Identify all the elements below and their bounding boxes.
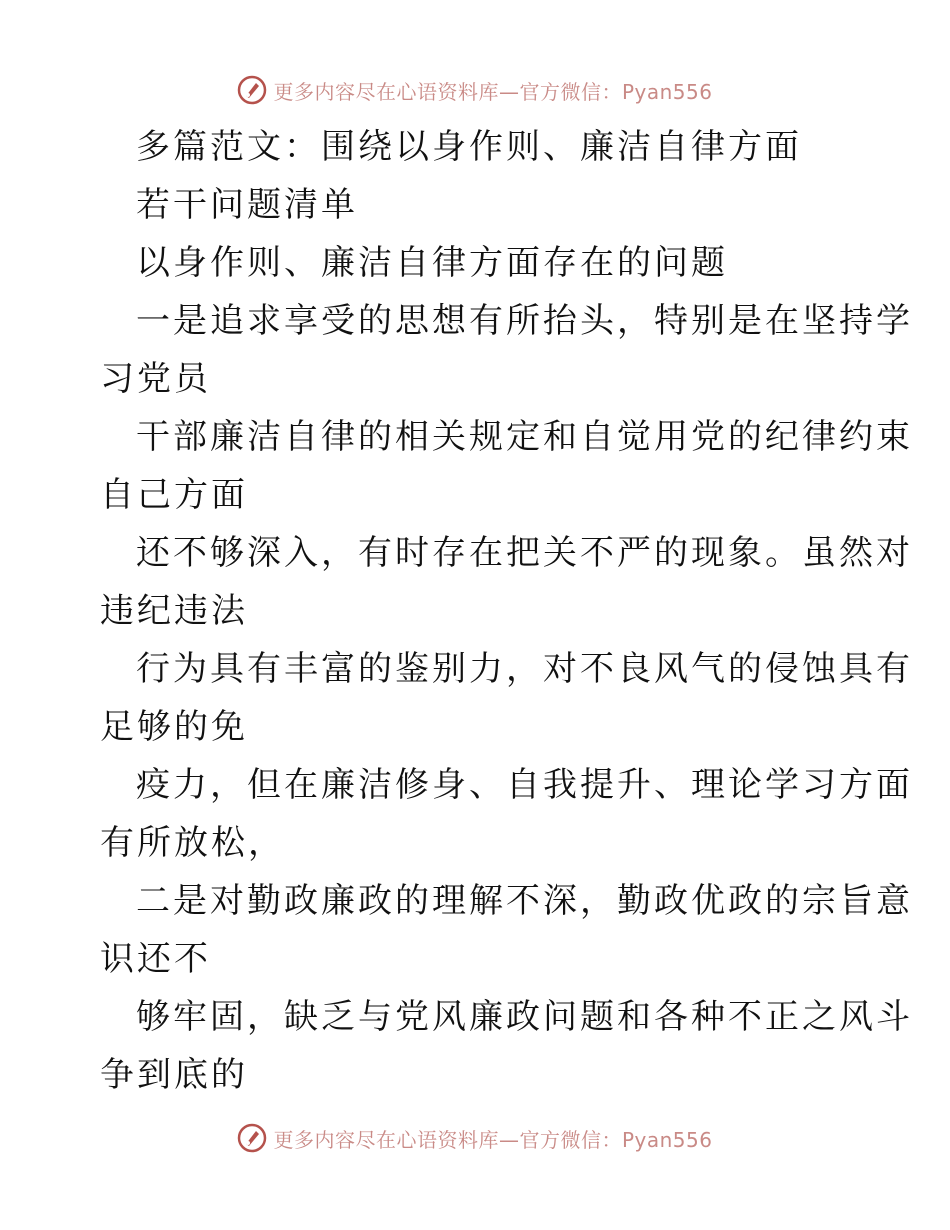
header-watermark [0,70,950,110]
paragraph: 还不够深入，有时存在把关不严的现象。虽然对 违纪违法 [100,533,913,631]
watermark-text: 更多内容尽在心语资料库—官方微信：Pyan556 [273,1127,713,1152]
footer-watermark [0,1118,950,1158]
paragraph: 若干问题清单 [136,185,358,225]
paragraph: 二是对勤政廉政的理解不深，勤政优政的宗旨意 识还不 [100,881,913,979]
pen-logo-icon [237,1123,267,1153]
paragraph: 一是追求享受的思想有所抬头，特别是在坚持学 习党员 [100,301,913,399]
paragraph: 疫力，但在廉洁修身、自我提升、理论学习方面 有所放松， [100,765,913,863]
paragraph: 多篇范文：围绕以身作则、廉洁自律方面 [136,127,802,167]
document-body [100,118,913,1104]
paragraph: 以身作则、廉洁自律方面存在的问题 [136,243,728,283]
pen-logo-icon [237,75,267,105]
watermark-text: 更多内容尽在心语资料库—官方微信：Pyan556 [273,79,713,104]
paragraph: 干部廉洁自律的相关规定和自觉用党的纪律约束 自己方面 [100,417,913,515]
paragraph: 够牢固，缺乏与党风廉政问题和各种不正之风斗 争到底的 [100,997,913,1095]
paragraph: 行为具有丰富的鉴别力，对不良风气的侵蚀具有 足够的免 [100,649,913,747]
